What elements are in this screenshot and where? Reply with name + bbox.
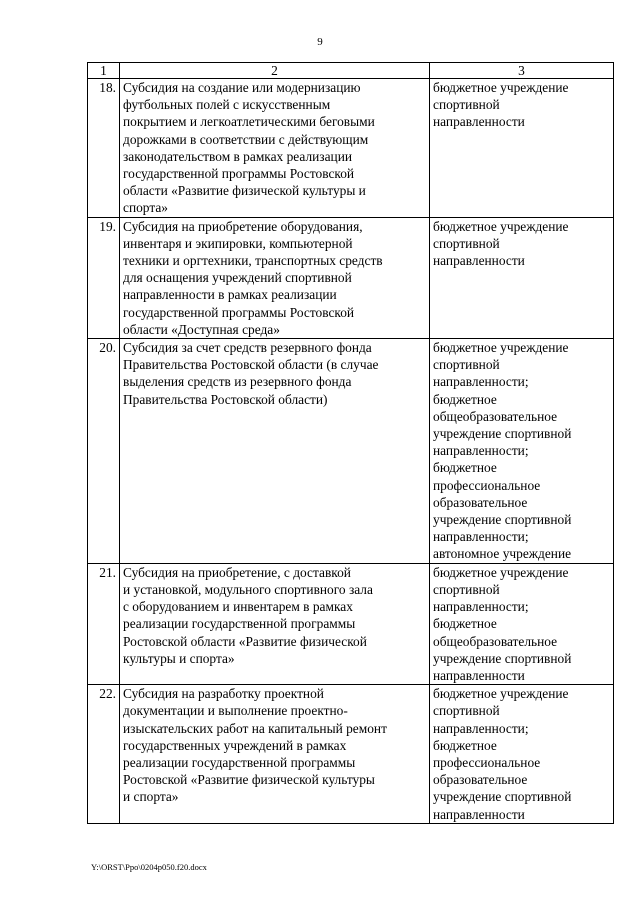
recipient-line: образовательное <box>433 772 528 788</box>
description-line: Субсидия на создание или модернизацию <box>123 80 361 95</box>
description-line: Правительства Ростовской области (в случае <box>123 357 379 373</box>
page-number: 9 <box>317 36 323 48</box>
description-line: и установкой, модульного спортивного зала <box>123 581 373 597</box>
recipient-line: спортивной <box>433 357 500 373</box>
subsidy-description <box>120 339 430 564</box>
description-line: футбольных полей с искусственным <box>123 97 331 113</box>
table-row <box>88 685 614 824</box>
column-header-3: 3 <box>430 63 614 79</box>
recipient-line: спортивной <box>433 97 500 113</box>
description-line: с оборудованием и инвентарем в рамках <box>123 599 353 615</box>
recipient-line: общеобразовательное <box>433 408 558 424</box>
description-line: законодательством в рамках реализации <box>123 148 353 164</box>
recipient-type <box>430 217 614 338</box>
subsidy-description <box>120 79 430 218</box>
recipient-line: автономное учреждение <box>433 546 572 562</box>
recipient-type <box>430 339 614 564</box>
description-line: реализации государственной программы <box>123 616 356 632</box>
recipient-type <box>430 79 614 218</box>
recipient-line: направленности <box>433 667 525 683</box>
recipient-line: направленности; <box>433 443 529 459</box>
table-row <box>88 217 614 338</box>
recipient-type <box>430 685 614 824</box>
description-line: изыскательских работ на капитальный ремонт <box>123 720 387 736</box>
column-header-2: 2 <box>120 63 430 79</box>
row-number: 22. <box>88 685 120 824</box>
recipient-line: учреждение спортивной <box>433 512 572 528</box>
description-line: культуры и спорта» <box>123 650 235 666</box>
description-line: государственных учреждений в рамках <box>123 737 347 753</box>
recipient-type <box>430 563 614 684</box>
description-line: государственной программы Ростовской <box>123 304 355 320</box>
description-line: спорта» <box>123 200 168 216</box>
description-line: инвентаря и экипировки, компьютерной <box>123 235 353 251</box>
recipient-line: бюджетное <box>433 391 497 407</box>
recipient-line: спортивной <box>433 703 500 719</box>
subsidy-table <box>87 62 614 824</box>
subsidy-description <box>120 217 430 338</box>
recipient-line: бюджетное <box>433 737 497 753</box>
recipient-line: направленности; <box>433 529 529 545</box>
recipient-line: направленности; <box>433 599 529 615</box>
recipient-line: бюджетное учреждение <box>433 686 569 702</box>
subsidy-description <box>120 685 430 824</box>
table-row <box>88 339 614 564</box>
recipient-line: бюджетное <box>433 616 497 632</box>
row-number: 21. <box>88 563 120 684</box>
table-row <box>88 563 614 684</box>
recipient-line: бюджетное учреждение <box>433 80 569 95</box>
description-line: направленности в рамках реализации <box>123 287 337 303</box>
table-header-row <box>88 63 614 79</box>
recipient-line: общеобразовательное <box>433 633 558 649</box>
description-line: области «Доступная среда» <box>123 321 280 337</box>
subsidy-description <box>120 563 430 684</box>
description-line: государственной программы Ростовской <box>123 166 355 182</box>
description-line: техники и оргтехники, транспортных средств <box>123 253 383 269</box>
row-number: 20. <box>88 339 120 564</box>
file-path-footer: Y:\ORST\Ppo\0204p050.f20.docx <box>91 862 207 872</box>
description-line: Субсидия на приобретение оборудования, <box>123 218 363 234</box>
recipient-line: профессиональное <box>433 754 541 770</box>
recipient-line: бюджетное <box>433 460 497 476</box>
row-number: 18. <box>88 79 120 218</box>
recipient-line: направленности <box>433 253 525 269</box>
description-line: выделения средств из резервного фонда <box>123 374 352 390</box>
column-header-1: 1 <box>88 63 120 79</box>
recipient-line: направленности; <box>433 720 529 736</box>
description-line: для оснащения учреждений спортивной <box>123 270 352 286</box>
recipient-line: направленности; <box>433 374 529 390</box>
recipient-line: спортивной <box>433 581 500 597</box>
description-line: реализации государственной программы <box>123 754 356 770</box>
recipient-line: профессиональное <box>433 477 541 493</box>
recipient-line: бюджетное учреждение <box>433 218 569 234</box>
row-number: 19. <box>88 217 120 338</box>
description-line: области «Развитие физической культуры и <box>123 183 366 199</box>
recipient-line: направленности <box>433 806 525 822</box>
description-line: дорожками в соответствии с действующим <box>123 131 369 147</box>
recipient-line: направленности <box>433 114 525 130</box>
description-line: Ростовской «Развитие физической культуры <box>123 772 375 788</box>
recipient-line: спортивной <box>433 235 500 251</box>
recipient-line: учреждение спортивной <box>433 650 572 666</box>
description-line: Субсидия за счет средств резервного фонда <box>123 340 372 356</box>
description-line: и спорта» <box>123 789 179 805</box>
recipient-line: учреждение спортивной <box>433 426 572 442</box>
table-row <box>88 79 614 218</box>
recipient-line: бюджетное учреждение <box>433 340 569 356</box>
description-line: Правительства Ростовской области) <box>123 391 328 407</box>
recipient-line: бюджетное учреждение <box>433 564 569 580</box>
description-line: Субсидия на разработку проектной <box>123 686 324 702</box>
recipient-line: учреждение спортивной <box>433 789 572 805</box>
description-line: Ростовской области «Развитие физической <box>123 633 367 649</box>
description-line: Субсидия на приобретение, с доставкой <box>123 564 351 580</box>
description-line: покрытием и легкоатлетическими беговыми <box>123 114 375 130</box>
description-line: документации и выполнение проектно- <box>123 703 348 719</box>
recipient-line: образовательное <box>433 494 528 510</box>
